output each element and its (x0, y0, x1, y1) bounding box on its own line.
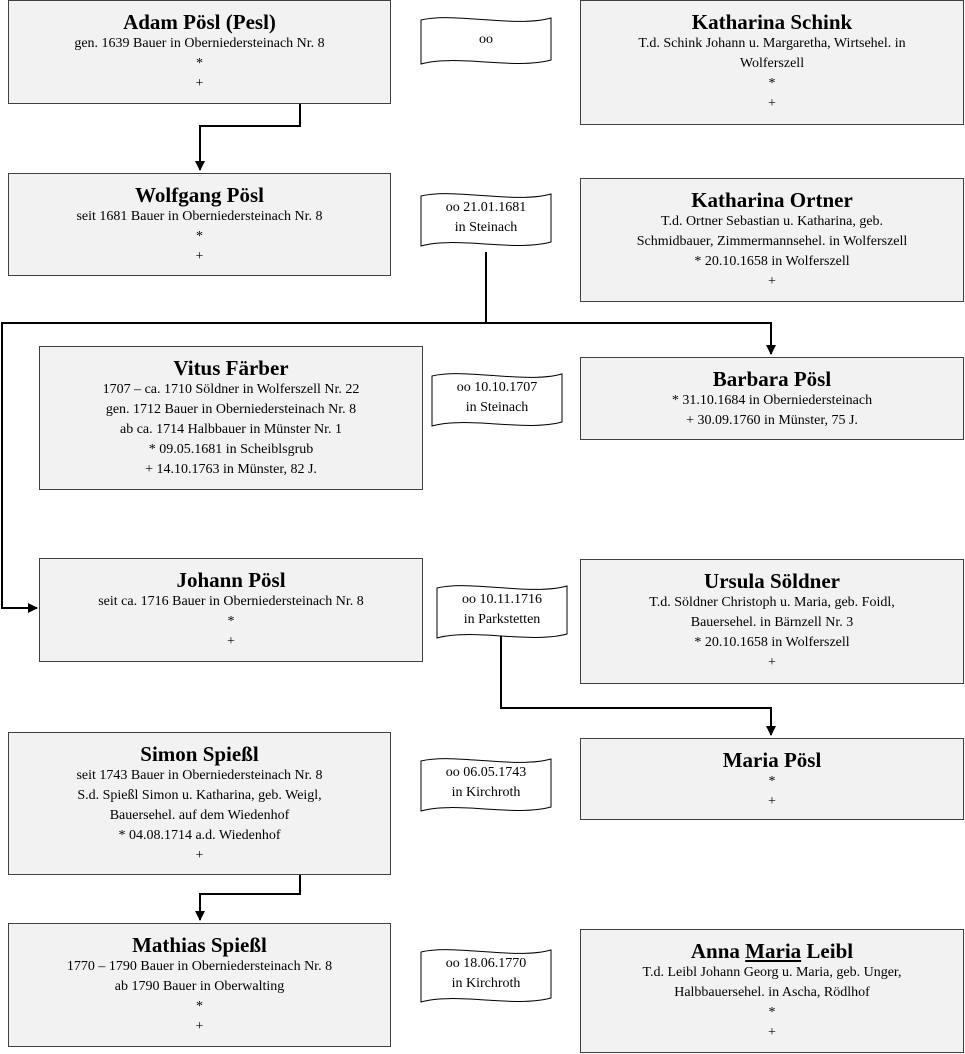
marriage-banner-6 (420, 946, 552, 1006)
death-marker: + 30.09.1760 in Münster, 75 J. (686, 413, 858, 428)
death-marker: + (768, 655, 776, 670)
connector-adam-to-wolfgang (200, 104, 300, 170)
person-detail: Wolferszell (739, 56, 805, 71)
person-detail: gen. 1712 Bauer in Oberniedersteinach Nr. 8 (105, 402, 357, 417)
person-detail: ab 1790 Bauer in Oberwalting (114, 979, 285, 994)
person-name: Johann Pösl (176, 568, 286, 592)
person-detail: Bauersehel. auf dem Wiedenhof (109, 808, 290, 823)
marriage-banner-1 (420, 14, 552, 74)
birth-marker: * (768, 1005, 776, 1020)
birth-marker: * 31.10.1684 in Oberniedersteinach (671, 393, 873, 408)
person-box-simon-spiessl (8, 732, 391, 875)
name-part: Leibl (801, 939, 854, 963)
person-detail: T.d. Söldner Christoph u. Maria, geb. Foidl, (649, 595, 895, 610)
death-marker: + (195, 76, 204, 91)
birth-marker: * (196, 56, 203, 71)
death-marker: + (227, 634, 235, 649)
person-detail: T.d. Leibl Johann Georg u. Maria, geb. Unger, (642, 965, 902, 980)
person-name: Katharina Schink (691, 10, 853, 34)
person-detail: S.d. Spießl Simon u. Katharina, geb. Weigl, (77, 788, 322, 803)
marriage-place: in Kirchroth (451, 785, 521, 800)
marriage-banner-3 (431, 370, 563, 430)
person-name (581, 939, 963, 963)
marriage-banner-4 (436, 582, 568, 642)
connector-simon-to-mathias (200, 875, 300, 920)
person-detail: Halbbauersehel. in Ascha, Rödlhof (674, 985, 870, 1000)
name-part: Anna (690, 939, 746, 963)
death-marker: + (195, 848, 204, 863)
birth-marker: * (196, 999, 203, 1014)
marriage-text: oo (479, 32, 493, 47)
marriage-text: oo 06.05.1743 (445, 765, 527, 780)
marriage-place: in Steinach (454, 220, 518, 235)
person-name: Ursula Söldner (704, 569, 840, 593)
person-detail: seit ca. 1716 Bauer in Oberniedersteinach Nr. 8 (98, 594, 364, 609)
person-box-wolfgang-poesl (8, 173, 391, 276)
birth-marker: * 20.10.1658 in Wolferszell (694, 635, 850, 650)
person-box-adam-poesl (8, 0, 391, 104)
person-detail: seit 1681 Bauer in Oberniedersteinach Nr. 8 (76, 209, 323, 224)
death-marker: + (768, 794, 776, 809)
person-detail: 1770 – 1790 Bauer in Oberniedersteinach Nr. 8 (66, 959, 333, 974)
person-detail: Bauersehel. in Bärnzell Nr. 3 (690, 615, 854, 630)
death-marker: + (195, 249, 204, 264)
person-box-maria-poesl (580, 738, 964, 820)
birth-marker: * 09.05.1681 in Scheiblsgrub (148, 442, 314, 457)
call-name-underlined: Maria (745, 939, 802, 963)
birth-marker: * 04.08.1714 a.d. Wiedenhof (118, 828, 281, 843)
connector-wolfgang-to-barbara (486, 323, 771, 354)
marriage-place: in Parkstetten (463, 612, 541, 627)
person-box-johann-poesl (39, 558, 423, 662)
person-detail: ab ca. 1714 Halbbauer in Münster Nr. 1 (120, 422, 342, 437)
death-marker: + (195, 1019, 204, 1034)
person-name: Adam Pösl (Pesl) (123, 10, 276, 34)
marriage-place: in Steinach (465, 400, 529, 415)
person-name: Simon Spießl (140, 742, 259, 766)
person-name: Barbara Pösl (712, 367, 832, 391)
marriage-text: oo 21.01.1681 (445, 200, 527, 215)
marriage-banner-5 (420, 755, 552, 815)
person-detail: seit 1743 Bauer in Oberniedersteinach Nr. 8 (76, 768, 323, 783)
person-name: Mathias Spießl (132, 933, 267, 957)
person-name: Vitus Färber (173, 356, 289, 380)
person-box-ursula-soeldner (580, 559, 964, 684)
person-detail: gen. 1639 Bauer in Oberniedersteinach Nr. 8 (74, 36, 325, 51)
person-box-anna-maria-leibl (580, 929, 964, 1053)
birth-marker: * (768, 774, 776, 789)
birth-marker: * (196, 229, 203, 244)
marriage-banner-2 (420, 190, 552, 250)
person-box-katharina-ortner (580, 178, 964, 302)
person-box-vitus-faerber (39, 346, 423, 490)
marriage-text: oo 18.06.1770 (445, 956, 527, 971)
death-marker: + 14.10.1763 in Münster, 82 J. (145, 462, 317, 477)
death-marker: + (768, 274, 776, 289)
person-box-mathias-spiessl (8, 923, 391, 1047)
person-name: Maria Pösl (722, 748, 822, 772)
person-name: Wolfgang Pösl (135, 183, 264, 207)
person-box-katharina-schink (580, 0, 964, 125)
birth-marker: * 20.10.1658 in Wolferszell (694, 254, 850, 269)
person-detail: T.d. Schink Johann u. Margaretha, Wirtsehel. in (638, 36, 906, 51)
birth-marker: * (768, 76, 776, 91)
marriage-place: in Kirchroth (451, 976, 521, 991)
person-name: Katharina Ortner (691, 188, 853, 212)
person-detail: 1707 – ca. 1710 Söldner in Wolferszell Nr. 22 (102, 382, 360, 397)
death-marker: + (768, 1025, 776, 1040)
person-box-barbara-poesl (580, 357, 964, 440)
marriage-text: oo 10.11.1716 (462, 592, 542, 607)
marriage-text: oo 10.10.1707 (456, 380, 538, 395)
death-marker: + (768, 96, 776, 111)
person-detail: T.d. Ortner Sebastian u. Katharina, geb. (660, 214, 884, 229)
birth-marker: * (227, 614, 235, 629)
person-detail: Schmidbauer, Zimmermannsehel. in Wolferszell (636, 234, 908, 249)
